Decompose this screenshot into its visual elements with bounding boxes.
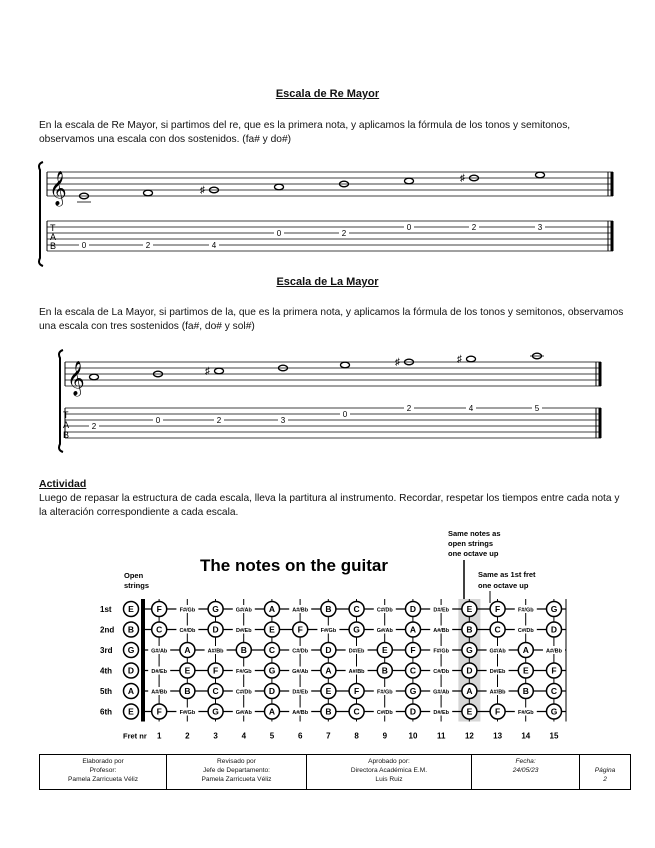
note-label: F — [156, 604, 162, 614]
note-label: C#/Db — [376, 710, 393, 716]
note-label: A — [184, 645, 191, 655]
tab-number: 2 — [91, 422, 97, 431]
string-label: 3rd — [100, 646, 113, 655]
note-label: D — [268, 686, 276, 696]
open-strings-label: Open — [124, 571, 144, 580]
note-label: D — [127, 665, 135, 676]
fret-number: 3 — [213, 731, 218, 741]
note-label: C — [353, 604, 360, 614]
note-label: D — [550, 624, 558, 635]
fret-number: 2 — [185, 731, 190, 741]
title-la-mayor: Escala de La Mayor — [276, 276, 379, 288]
tab-letter: T — [63, 410, 69, 420]
note-label: C — [268, 645, 276, 655]
sharp-icon: ♯ — [457, 354, 462, 365]
notes-re-mayor — [80, 172, 545, 199]
tab-letter: A — [50, 232, 57, 242]
note-label: D — [325, 645, 332, 655]
string-label: 2nd — [100, 625, 115, 635]
note-label: E — [128, 706, 134, 717]
note-label: C#/Db — [235, 689, 252, 696]
note-label: C — [156, 624, 163, 635]
note-label: A#/Bb — [348, 669, 365, 675]
paragraph-la-mayor: En la escala de La Mayor, si partimos de la, que es la primera nota, y aplicamos la fórmula de los tonos y semitonos, observamos una escala con tres sostenidos (fa#, do# y sol#) — [39, 307, 624, 332]
note-label: G#/Ab — [292, 669, 309, 675]
tab-number: 2 — [406, 404, 412, 413]
note-label: C#/Db — [517, 628, 534, 634]
note-label: A#/Bb — [207, 648, 224, 655]
score-re-mayor — [37, 160, 617, 268]
string-label: 1st — [100, 605, 112, 614]
fret-number: 5 — [269, 731, 275, 741]
note-label: F#/Gb — [179, 710, 196, 716]
note-label: A#/Bb — [489, 689, 506, 696]
fret-number: 10 — [408, 731, 418, 741]
note-label: F#/Gb — [179, 607, 196, 614]
note-label: C — [494, 624, 501, 635]
open-strings-label: strings — [124, 581, 150, 590]
tab-number: 0 — [155, 416, 161, 425]
note-label: G — [353, 624, 360, 635]
note-label: E — [128, 604, 134, 614]
tab-number: 2 — [471, 223, 477, 232]
same-notes-label: one octave up — [448, 549, 499, 558]
note-label: G — [268, 665, 276, 676]
note-label: E — [184, 665, 191, 676]
tab-number: 0 — [342, 410, 348, 419]
note-label: G#/Ab — [433, 689, 450, 696]
note-label: A#/Bb — [546, 648, 562, 655]
activity-text: Luego de repasar la estructura de cada escala, lleva la partitura al instrumento. Recordar, respetar los tiempos entre cada nota y la alteración correspondiente a cada escala. — [39, 493, 620, 518]
note-label: F — [297, 624, 303, 635]
fret-number: 9 — [382, 731, 388, 741]
note-label: B — [466, 624, 473, 635]
note-label: F — [494, 604, 501, 614]
fret-number: 15 — [549, 731, 559, 741]
fret-number: 14 — [521, 731, 531, 741]
note-label: E — [522, 665, 529, 676]
note-label: G#/Ab — [151, 648, 168, 655]
tab-number: 4 — [468, 404, 474, 413]
note-label: G#/Ab — [376, 628, 393, 634]
string-label: 6th — [100, 707, 112, 717]
title-re-mayor: Escala de Re Mayor — [275, 88, 380, 100]
footer-elaborado: Elaborado por Profesor: Pamela Zarricueta Véliz — [40, 755, 167, 790]
note-label: D#/Eb — [151, 669, 167, 675]
note-label: B — [325, 706, 332, 717]
fret-number: 7 — [326, 731, 331, 741]
note-label: D — [466, 665, 473, 676]
treble-clef-icon: 𝄞 — [49, 172, 67, 205]
note-label: C — [409, 665, 417, 676]
footer-fecha: Fecha: 24/05/23 — [472, 755, 580, 790]
note-label: F#/Gb — [433, 648, 449, 655]
paragraph-re-mayor: En la escala de Re Mayor, si partimos del re, que es la primera nota, y aplicamos la fórmula de los tonos y semitonos, observamos una escala con dos sostenidos. (fa# y do#) — [39, 120, 571, 145]
tab-letter: B — [50, 241, 57, 251]
same-notes-label: open strings — [448, 539, 494, 548]
note-label: C#/Db — [292, 648, 309, 655]
footer-aprobado: Aprobado por: Directora Académica E.M. Luis Ruiz — [306, 755, 471, 790]
note-label: C — [212, 686, 219, 696]
note-label: D#/Eb — [348, 648, 365, 655]
activity-heading: Actividad — [39, 478, 87, 490]
fret-number: 12 — [464, 731, 474, 741]
note-label: E — [381, 645, 388, 655]
treble-clef-icon: 𝄞 — [67, 362, 85, 395]
note-label: E — [466, 604, 473, 614]
note-label: D#/Eb — [236, 628, 252, 634]
note-label: D#/Eb — [433, 607, 449, 614]
note-label: C#/Db — [433, 669, 450, 675]
note-label: E — [269, 624, 275, 635]
note-label: A#/Bb — [292, 607, 309, 614]
tab-number: 3 — [280, 416, 286, 425]
sharp-icon: ♯ — [200, 185, 205, 196]
note-label: G#/Ab — [235, 607, 252, 614]
note-label: G — [466, 645, 473, 655]
note-label: G — [550, 604, 558, 614]
note-label: A — [522, 645, 529, 655]
tab-letter: T — [50, 223, 56, 233]
note-label: F — [410, 645, 416, 655]
note-label: F#/Gb — [518, 607, 534, 614]
note-label: E — [325, 686, 332, 696]
tab-number: 0 — [406, 223, 412, 232]
first-fret-label: one octave up — [478, 581, 529, 590]
note-label: G#/Ab — [235, 710, 252, 716]
note-label: C — [353, 706, 360, 717]
note-label: B — [127, 624, 135, 635]
sharp-icon: ♯ — [460, 173, 465, 184]
tab-number: 2 — [341, 229, 347, 238]
fret-number: 4 — [241, 731, 247, 741]
note-label: G — [409, 686, 417, 696]
note-label: D#/Eb — [292, 689, 308, 696]
fret-number: 1 — [156, 731, 162, 741]
note-label: C#/Db — [376, 607, 393, 614]
score-la-mayor — [57, 348, 607, 453]
tab-number: 2 — [216, 416, 222, 425]
tab-letter: A — [63, 420, 70, 430]
note-label: F — [353, 686, 360, 696]
note-label: F#/Gb — [518, 710, 534, 716]
fret-number: 13 — [493, 731, 503, 741]
note-label: D — [212, 624, 219, 635]
tab-number: 2 — [145, 241, 151, 250]
note-label: D#/Eb — [489, 669, 506, 675]
note-label: G#/Ab — [489, 648, 506, 655]
note-label: A#/Bb — [433, 628, 450, 634]
note-label: A#/Bb — [292, 710, 309, 716]
tab-number: 0 — [276, 229, 282, 238]
fret-number: 11 — [436, 731, 446, 741]
note-label: F#/Gb — [377, 689, 393, 696]
note-label: E — [466, 706, 473, 717]
note-label: C#/Db — [179, 628, 196, 634]
note-label: A — [409, 624, 417, 635]
guitar-notes-chart — [96, 527, 576, 747]
fret-label: Fret nr — [123, 731, 147, 741]
note-label: C — [550, 686, 558, 696]
tab-number: 4 — [211, 241, 217, 250]
note-label: B — [184, 686, 191, 696]
note-label: A#/Bb — [151, 689, 168, 696]
note-label: F#/Gb — [320, 628, 337, 634]
first-fret-label: Same as 1st fret — [478, 570, 536, 579]
note-label: F — [156, 706, 162, 717]
note-label: A — [127, 686, 135, 696]
same-notes-label: Same notes as — [448, 529, 501, 538]
note-label: A — [466, 686, 473, 696]
note-label: A — [325, 665, 332, 676]
footer-revisado: Revisado por Jefe de Departamento: Pamela Zarricueta Véliz — [167, 755, 307, 790]
footer-table — [39, 754, 631, 790]
note-label: G — [212, 706, 219, 717]
notes-la-mayor — [90, 353, 542, 380]
note-label: F — [551, 665, 557, 676]
note-label: D — [409, 706, 417, 717]
fret-number: 6 — [297, 731, 303, 741]
footer-pagina: Página 2 — [580, 755, 631, 790]
tab-number: 0 — [81, 241, 87, 250]
note-label: A — [268, 604, 276, 614]
note-label: D#/Eb — [433, 710, 449, 716]
note-label: G — [212, 604, 219, 614]
string-label: 5th — [100, 687, 112, 696]
note-label: D — [409, 604, 417, 614]
sharp-icon: ♯ — [205, 366, 210, 377]
string-label: 4th — [100, 666, 112, 676]
note-label: A — [268, 706, 276, 717]
tab-number: 5 — [534, 404, 540, 413]
sharp-icon: ♯ — [395, 357, 400, 368]
note-label: B — [381, 665, 388, 676]
chart-title: The notes on the guitar — [200, 556, 388, 575]
tab-letter: B — [63, 430, 70, 440]
fret-number: 8 — [354, 731, 359, 741]
note-label: B — [522, 686, 529, 696]
tab-number: 3 — [537, 223, 543, 232]
note-label: B — [325, 604, 332, 614]
note-label: G — [127, 645, 135, 655]
note-label: F — [212, 665, 219, 676]
note-label: F — [494, 706, 501, 717]
note-label: F#/Gb — [236, 669, 252, 675]
note-label: B — [240, 645, 247, 655]
note-label: G — [550, 706, 558, 717]
